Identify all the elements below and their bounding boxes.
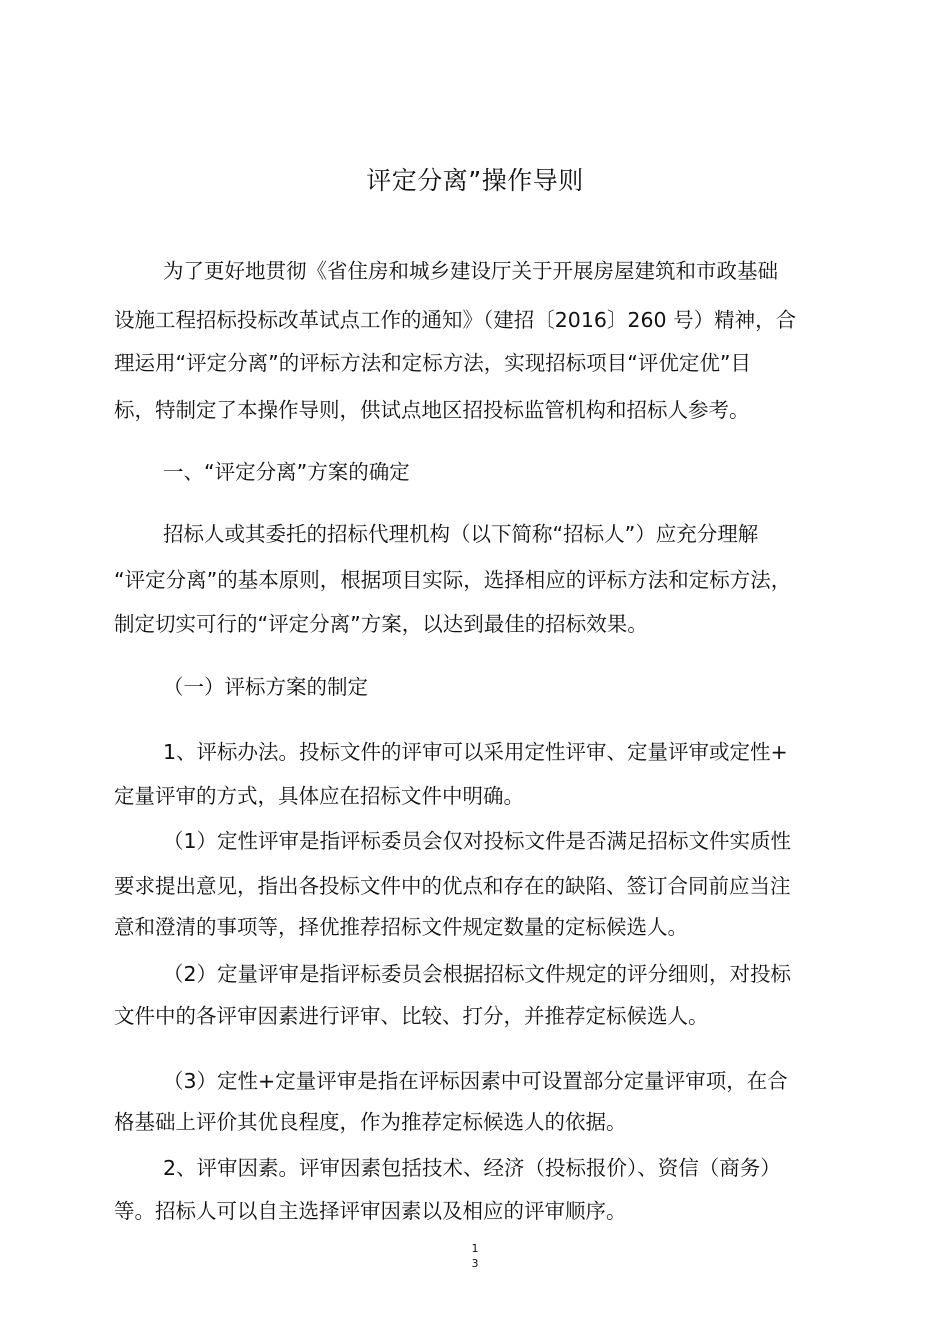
paragraph-line: 为了更好地贯彻《省住房和城乡建设厅关于开展房屋建筑和市政基础	[163, 259, 778, 283]
paragraph-line: 2、评审因素。评审因素包括技术、经济（投标报价）、资信（商务）	[163, 1156, 781, 1180]
paragraph-line: 理运用“评定分离”的评标方法和定标方法，实现招标项目“评优定优”目	[114, 351, 751, 375]
paragraph-line: 设施工程招标投标改革试点工作的通知》（建招〔2016〕260 号）精神，合	[114, 308, 797, 332]
paragraph-line: 文件中的各评审因素进行评审、比较、打分，并推荐定标候选人。	[114, 1004, 709, 1028]
paragraph-line: 要求提出意见，指出各投标文件中的优点和存在的缺陷、签订合同前应当注	[114, 874, 791, 898]
paragraph-line: 标，特制定了本操作导则，供试点地区招投标监管机构和招标人参考。	[114, 398, 750, 422]
paragraph-line: 1、评标办法。投标文件的评审可以采用定性评审、定量评审或定性+	[163, 740, 788, 764]
paragraph-line: 意和澄清的事项等，择优推荐招标文件规定数量的定标候选人。	[114, 915, 688, 939]
subsection-heading: （一）评标方案的制定	[163, 675, 368, 699]
paragraph-line: 招标人或其委托的招标代理机构（以下简称“招标人”）应充分理解	[163, 522, 759, 546]
paragraph-line: （1）定性评审是指评标委员会仅对投标文件是否满足招标文件实质性	[163, 829, 792, 853]
paragraph-line: （2）定量评审是指评标委员会根据招标文件规定的评分细则，对投标	[163, 962, 792, 986]
paragraph-line: “评定分离”的基本原则，根据项目实际，选择相应的评标方法和定标方法，	[114, 568, 792, 592]
paragraph-line: 定量评审的方式，具体应在招标文件中明确。	[114, 784, 524, 808]
section-heading: 一、“评定分离”方案的确定	[163, 460, 410, 484]
paragraph-line: 等。招标人可以自主选择评审因素以及相应的评审顺序。	[114, 1199, 627, 1223]
page-number-top: 1	[471, 1242, 479, 1255]
document-title: 评定分离”操作导则	[366, 166, 584, 195]
paragraph-line: 制定切实可行的“评定分离”方案，以达到最佳的招标效果。	[114, 612, 648, 636]
page-number-bottom: 3	[471, 1257, 479, 1270]
paragraph-line: 格基础上评价其优良程度，作为推荐定标候选人的依据。	[114, 1110, 627, 1134]
paragraph-line: （3）定性+定量评审是指在评标因素中可设置部分定量评审项，在合	[163, 1069, 788, 1093]
